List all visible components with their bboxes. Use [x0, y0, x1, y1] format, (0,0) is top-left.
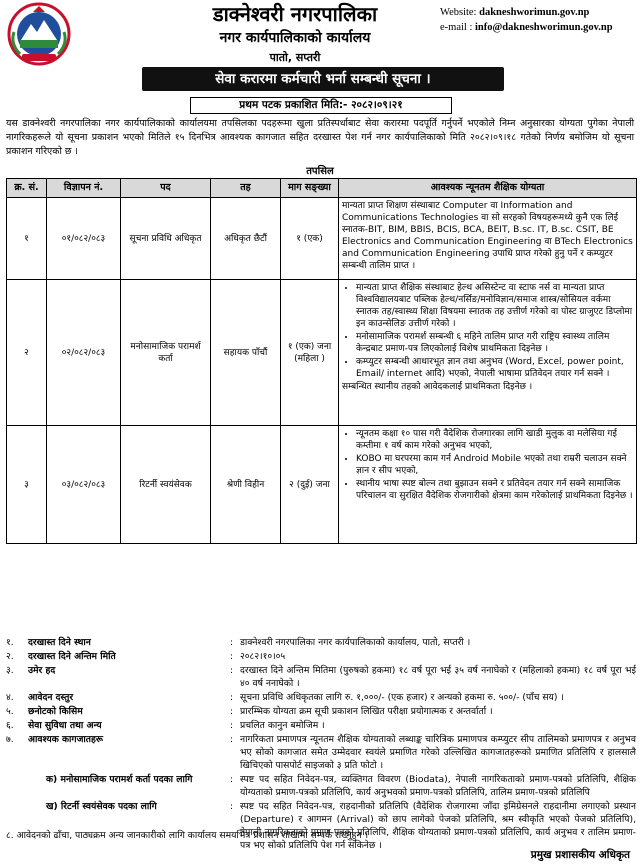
contact-note: ८. आवेदनको ढाँचा, पाठ्यक्रम अन्य जानकारीको लागि कार्यालय समयभित्र प्रशासन शाखामा सम्पर्क राख्नुहुन ।: [6, 830, 369, 841]
cell-count: १ (एक): [281, 198, 339, 280]
detail-label: दरखास्त दिने स्थान: [28, 637, 91, 648]
cell-count: १ (एक) जना (महिला ): [281, 280, 339, 426]
detail-row: [6, 636, 636, 649]
detail-colon: :: [230, 637, 234, 648]
detail-label: सेवा सुविधा तथा अन्य: [28, 720, 102, 731]
detail-number: २.: [6, 651, 14, 662]
details-list: [6, 636, 636, 853]
municipality-title: डाक्नेश्वरी नगरपालिका: [212, 2, 378, 26]
cell-ad-no: ०२/०८२/०८३: [47, 280, 121, 426]
detail-number: ७.: [6, 734, 14, 745]
col-header-ad-no: विज्ञापन नं.: [47, 179, 121, 198]
table-row: [7, 198, 637, 280]
detail-value: स्पष्ट पद सहित निवेदन-पत्र, व्यक्तिगत विवरण (Biodata), नेपाली नागरिकताको प्रमाण-पत्रको प्रतिलिपि, शैक्षिक योग्यताको प्रमाण-पत्रको प्रतिलिपि, कार्य अनुभवको प्रमाण-पत्रको प्रतिलिपि, तालिम प्रमाण-पत्रको प्रतिलिपि: [240, 774, 636, 798]
detail-colon: :: [230, 665, 234, 676]
cell-post: मनोसामाजिक परामर्श कर्ता: [121, 280, 211, 426]
col-header-level: तह: [211, 179, 281, 198]
detail-value: स्पष्ट पद सहित निवेदन-पत्र, राहदानीको प्रतिलिपि (वैदेशिक रोजगारमा जाँदा इमिग्रेसनले राहदानीमा लगाएको प्रस्थान (Departure) र आगमन (Arrival) को छाप लागेको पेजको प्रतिलिपि, श्रम स्वीकृति भएको पेजको प्रतिलिपि), नेपाली नागरिकताको प्रमाण-पत्रको प्रतिलिपि, शैक्षिक योग्यताको प्रमाण-पत्रको प्रतिलिपि, कार्य अनुभव र तालिम प्रमाण-पत्र भए सोको प्रतिलिपि पेश गर्न सकिनेछ ।: [240, 801, 636, 851]
cell-sn: १: [7, 198, 47, 280]
detail-colon: :: [230, 774, 234, 785]
detail-colon: :: [230, 720, 234, 731]
detail-value: डाक्नेश्वरी नगरपालिका नगर कार्यपालिकाको कार्यालय, पातो, सप्तरी ।: [240, 637, 471, 648]
cell-ad-no: ०१/०८२/०८३: [47, 198, 121, 280]
cell-qualification: [339, 198, 637, 280]
cell-count: २ (दुई) जना: [281, 426, 339, 544]
qualification-item: • मनोसामाजिक परामर्श सम्बन्धी ६ महिने तालिम प्राप्त गरी राष्ट्रिय स्वास्थ्य तालिम केन्द्रबाट प्रमाण-पत्र लिएकोलाई विशेष प्राथमिकता दिइनेछ ।: [356, 331, 633, 355]
qualification-text: मान्यता प्राप्त शिक्षण संस्थाबाट Computer वा Information and Communications Technologies वा सो सरहको विषयहरूमध्ये कुनै एक लिई स्नातक-BIT, BIM, BBIS, BCIS, BCA, BEIT, B.sc. IT, B.sc. CSIT, BE Electronics and Communication Engineering वा BTech Electronics and Communication Engineering उपाधि प्राप्त गरेको हुनु पर्ने र कम्प्युटर सम्बन्धी तालिम प्राप्त ।: [342, 201, 633, 271]
cell-ad-no: ०३/०८२/०८३: [47, 426, 121, 544]
detail-label: क) मनोसामाजिक परामर्श कर्ता पदका लागि: [46, 774, 193, 785]
signature-title: प्रमुख प्रशासकीय अधिकृत: [530, 849, 630, 861]
qualification-item: • स्थानीय भाषा स्पष्ट बोल्न तथा बुझाउन सक्ने र प्रतिवेदन तयार गर्न सक्ने सामाजिक परिचालन वा सुरक्षित वैदेशिक रोजगारीको क्षेत्रमा काम गरेकोलाई प्राथमिकता दिइनेछ ।: [356, 478, 633, 502]
tapsil-heading: तपसिल: [306, 166, 334, 177]
detail-row: [6, 705, 636, 718]
detail-row: [6, 691, 636, 704]
cell-sn: ३: [7, 426, 47, 544]
cell-level: सहायक पाँचौं: [211, 280, 281, 426]
qualification-list: [342, 282, 633, 380]
col-header-sn: क्र. सं.: [7, 179, 47, 198]
detail-number: १.: [6, 637, 14, 648]
qualification-item: • कम्प्युटर सम्बन्धी आधारभूत ज्ञान तथा अनुभव (Word, Excel, power point, Email/ internet आदि) भएको, नेपाली भाषामा प्रतिवेदन तयार गर्न सक्ने ।: [356, 356, 633, 380]
detail-label: उमेर हद: [28, 665, 56, 676]
detail-label: ख) रिटर्नी स्वयंसेवक पदका लागि: [46, 801, 157, 812]
detail-label: आवेदन दस्तुर: [28, 692, 74, 703]
table-row: [7, 280, 637, 426]
detail-row: [6, 800, 636, 852]
detail-label: दरखास्त दिने अन्तिम मिति: [28, 651, 116, 662]
office-subtitle: नगर कार्यपालिकाको कार्यालय: [219, 30, 371, 46]
detail-number: ३.: [6, 665, 14, 676]
qualification-item: • न्यूनतम कक्षा १० पास गरी वैदेशिक रोजगारका लागि खाडी मुलुक वा मलेसिया गई कम्तीमा १ वर्ष काम गरेको अनुभव भएको,: [356, 428, 633, 452]
website-line: Website: dakneshworimun.gov.np: [440, 7, 590, 18]
cell-level: श्रेणी विहीन: [211, 426, 281, 544]
detail-label: आवश्यक कागजातहरू: [28, 734, 104, 745]
detail-colon: :: [230, 801, 234, 812]
detail-row: [6, 650, 636, 663]
qualification-item: • मान्यता प्राप्त शैक्षिक संस्थाबाट हेल्थ असिस्टेन्ट वा स्टाफ नर्स वा मान्यता प्राप्त विश्वविद्यालयबाट पब्लिक हेल्थ/नर्सिङ/मनोविज्ञान/समाज शास्त्र/सोसियल वर्कमा स्नातक तह/स्वास्थ्य शिक्षा विषयमा स्नातक तह उत्तीर्ण गरेको वा पोस्ट ग्राजुएट डिप्लोमा इन काउन्सेलिङ उत्तीर्ण गरेको ।: [356, 282, 633, 330]
email-line: e-mail : info@dakneshworimun.gov.np: [440, 22, 613, 33]
detail-number: ६.: [6, 720, 14, 731]
detail-colon: :: [230, 692, 234, 703]
detail-value: सूचना प्रविधि अधिकृतका लागि रु. १,०००/- (एक हजार) र अन्यको हकमा रु. ५००/- (पाँच सय) ।: [240, 692, 564, 703]
detail-row: [6, 733, 636, 772]
qualification-list: [342, 428, 633, 502]
detail-colon: :: [230, 651, 234, 662]
detail-value: प्रचलित कानुन बमोजिम ।: [240, 720, 325, 731]
detail-number: ५.: [6, 706, 14, 717]
website-link[interactable]: dakneshworimun.gov.np: [479, 7, 590, 18]
table-row: [7, 426, 637, 544]
detail-colon: :: [230, 734, 234, 745]
detail-row: [6, 773, 636, 799]
emblem-icon: [6, 2, 72, 66]
notice-title-banner: सेवा करारमा कर्मचारी भर्ना सम्बन्धी सूचना ।: [142, 67, 504, 91]
detail-row: [6, 719, 636, 732]
publish-date: प्रथम पटक प्रकाशित मिति:- २०८२।०९।२१: [190, 97, 452, 114]
intro-paragraph: यस डाक्नेश्वरी नगरपालिका नगर कार्यपालिकाको कार्यालयमा तपसिलका पदहरूमा खुला प्रतिस्पर्धाबाट सेवा करारमा पदपूर्ति गर्नुपर्ने भएकोले निम्न अनुसारका योग्यता पुगेका नेपाली नागरिकहरूले यो सूचना प्रकाशन भएको मितिले १५ दिनभित्र आवश्यक कागजात सहित दरखास्त पेश गर्न नगर कार्यपालिकाको मिति २०८२।०९।१८ गतेको निर्णय बमोजिम यो सूचना प्रकाशन गरिएको छ ।: [6, 118, 634, 157]
cell-post: सूचना प्रविधि अधिकृत: [121, 198, 211, 280]
detail-colon: :: [230, 706, 234, 717]
cell-sn: २: [7, 280, 47, 426]
qualification-note: सम्बन्धित स्थानीय तहको आवेदकलाई प्राथमिकता दिइनेछ ।: [342, 382, 533, 392]
cell-qualification: [339, 426, 637, 544]
detail-row: [6, 664, 636, 690]
detail-label: छनोटको किसिम: [28, 706, 83, 717]
detail-value: नागरिकता प्रमाणपत्र न्यूनतम शैक्षिक योग्यताको लब्धाङ्क चारित्रिक प्रमाणपत्र कम्प्युटर सीप तालिमको प्रमाणपत्र र अनुभव भए सोको कागजात समेत उम्मेदवार स्वयंले प्रमाणित गरेको उल्लिखित कागजातहरूको प्रमाणित प्रतिलिपि र हालसालै खिचिएको पासपोर्ट साइजको ३ प्रति फोटो ।: [240, 734, 636, 771]
email-link[interactable]: info@dakneshworimun.gov.np: [475, 22, 613, 33]
office-location: पातो, सप्तरी: [269, 51, 321, 64]
detail-number: ४.: [6, 692, 14, 703]
vacancy-table: [6, 178, 637, 544]
cell-qualification: [339, 280, 637, 426]
col-header-count: माग सङ्ख्या: [281, 179, 339, 198]
cell-level: अधिकृत छैटौं: [211, 198, 281, 280]
detail-value: प्रारम्भिक योग्यता क्रम सूची प्रकाशन लिखित परीक्षा प्रयोगात्मक र अन्तर्वार्ता ।: [240, 706, 493, 717]
col-header-qualification: आवश्यक न्यूनतम शैक्षिक योग्यता: [339, 179, 637, 198]
detail-value: २०८२।१०।०५: [240, 651, 286, 662]
table-header-row: [7, 179, 637, 198]
detail-value: दरखास्त दिने अन्तिम मितिमा (पुरुषको हकमा) १८ वर्ष पूरा भई ३५ वर्ष ननाघेको र (महिलाको हकमा) १८ वर्ष पूरा भई ४० वर्ष ननाघेको ।: [240, 665, 636, 689]
municipality-logo: [6, 2, 72, 66]
col-header-post: पद: [121, 179, 211, 198]
qualification-item: • KOBO मा घरपरमा काम गर्न Android Mobile भएको तथा राम्ररी चलाउन सक्ने ज्ञान र सीप भएको,: [356, 453, 633, 477]
cell-post: रिटर्नी स्वयंसेवक: [121, 426, 211, 544]
